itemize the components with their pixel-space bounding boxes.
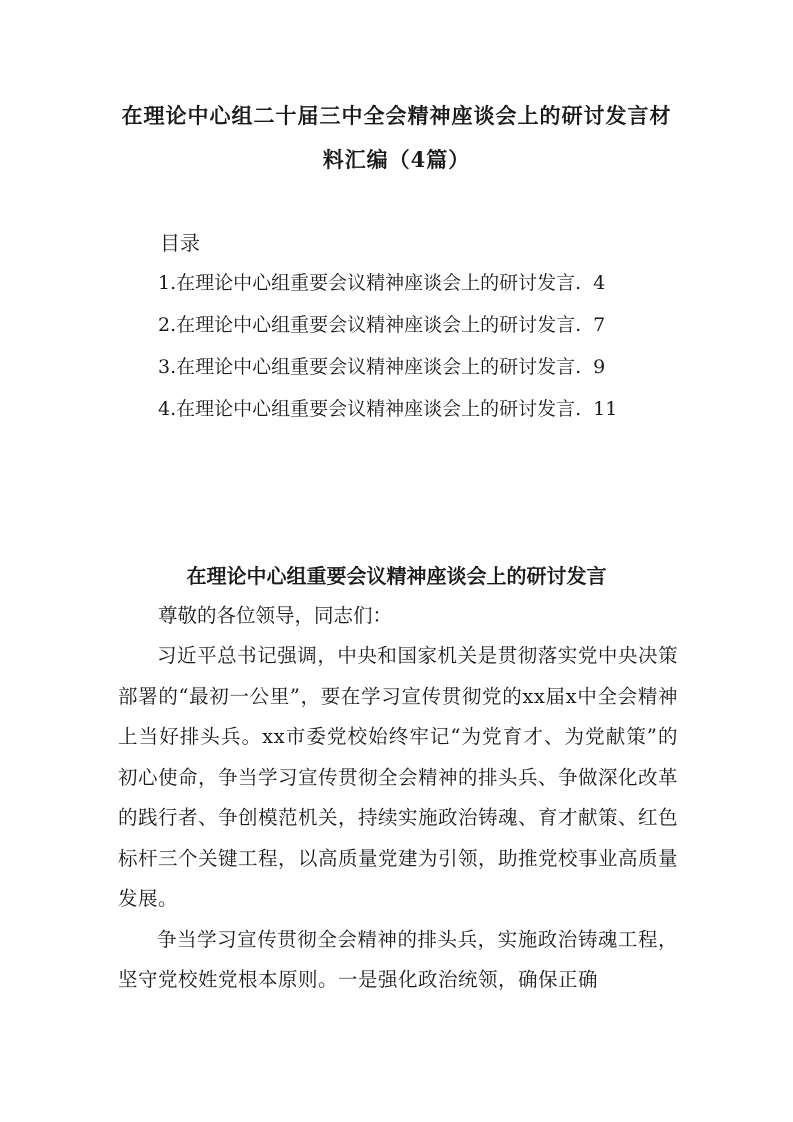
toc-item[interactable]	[158, 304, 678, 346]
toc-heading: 目录	[160, 231, 200, 255]
body-paragraph: 习近平总书记强调，中央和国家机关是贯彻落实党中央决策部署的“最初一公里”，要在学习宣传贯彻党的xx届x中全会精神上当好排头兵。xx市委党校始终牢记“为党育才、为党献策”的初心使命，争当学习宣传贯彻全会精神的排头兵、争做深化改革的践行者、争创模范机关，持续实施政治铸魂、育才献策、红色标杆三个关键工程，以高质量党建为引领，助推党校事业高质量发展。	[118, 644, 679, 910]
toc-item-label: 1.在理论中心组重要会议精神座谈会上的研讨发言.	[158, 272, 582, 294]
toc-item-label: 4.在理论中心组重要会议精神座谈会上的研讨发言.	[158, 398, 582, 420]
toc-item-page: 11	[593, 398, 618, 420]
toc-item[interactable]	[158, 262, 678, 304]
body-paragraph: 争当学习宣传贯彻全会精神的排头兵，实施政治铸魂工程，坚守党校姓党根本原则。一是强化政治统领，确保正确	[118, 927, 678, 991]
article-title: 在理论中心组重要会议精神座谈会上的研讨发言	[186, 564, 607, 588]
document-title: 在理论中心组二十届三中全会精神座谈会上的研讨发言材料汇编（4篇）	[121, 103, 672, 172]
article-body	[118, 596, 678, 1001]
toc-item[interactable]	[158, 346, 678, 388]
toc-item-page: 9	[593, 356, 606, 378]
toc-item-page: 7	[593, 314, 606, 336]
toc-item-label: 3.在理论中心组重要会议精神座谈会上的研讨发言.	[158, 356, 582, 378]
toc-item-page: 4	[593, 272, 606, 294]
table-of-contents	[158, 262, 678, 430]
toc-item[interactable]	[158, 388, 678, 430]
toc-item-label: 2.在理论中心组重要会议精神座谈会上的研讨发言.	[158, 314, 582, 336]
salutation: 尊敬的各位领导，同志们：	[158, 604, 393, 627]
